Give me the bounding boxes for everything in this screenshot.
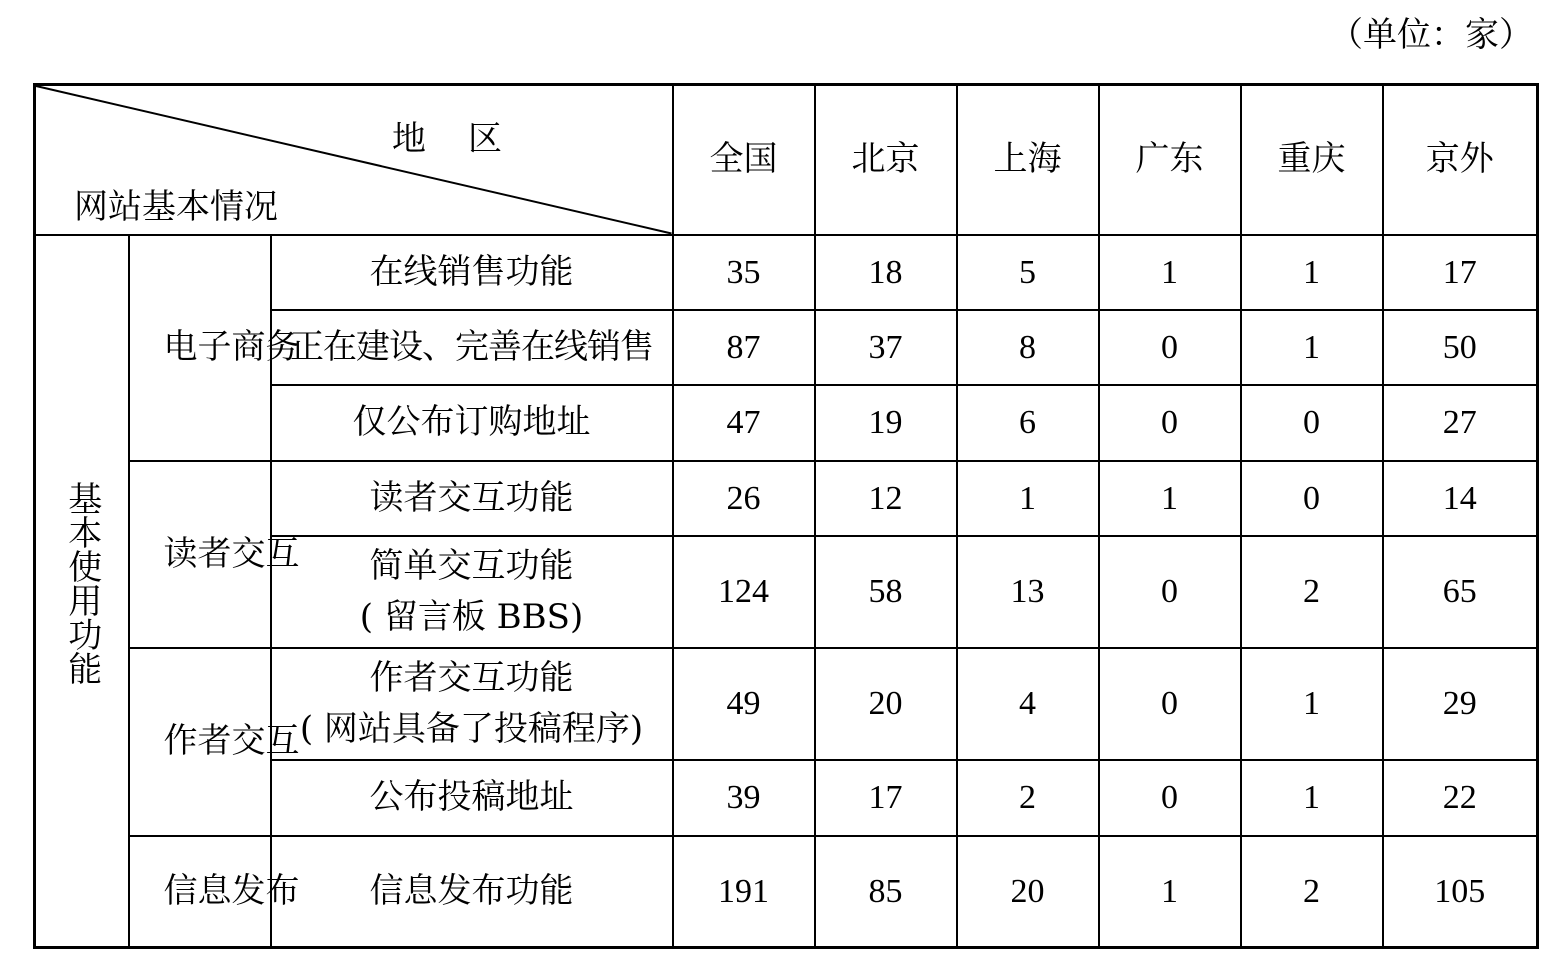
value-cell: 1 [1241, 310, 1383, 385]
category-cell [129, 648, 300, 836]
category-label: 读者交互 [163, 533, 300, 574]
column-header: 京外 [1383, 85, 1538, 235]
value-cell: 124 [673, 536, 815, 648]
value-cell: 1 [1241, 760, 1383, 836]
value-cell: 1 [1241, 235, 1383, 310]
feature-cell: 在线销售功能 [271, 235, 673, 310]
group-label: 基本使用功能 [61, 481, 102, 686]
unit-label: （单位：家） [1329, 15, 1533, 55]
value-cell: 191 [673, 836, 815, 948]
value-cell: 1 [1099, 461, 1241, 536]
value-cell: 49 [673, 648, 815, 760]
table-row [35, 235, 1538, 310]
category-cell [129, 235, 300, 461]
value-cell: 19 [815, 385, 957, 461]
feature-cell [271, 536, 673, 648]
feature-title: 作者交互功能 [369, 657, 574, 698]
value-cell: 20 [957, 836, 1099, 948]
table-row [35, 461, 1538, 536]
value-cell: 17 [815, 760, 957, 836]
table-row [35, 648, 1538, 760]
region-label: 地区 [392, 119, 544, 159]
column-header: 广东 [1099, 85, 1241, 235]
value-cell: 20 [815, 648, 957, 760]
value-cell: 6 [957, 385, 1099, 461]
value-cell: 0 [1099, 536, 1241, 648]
feature-cell: 正在建设、完善在线销售 [271, 310, 673, 385]
diagonal-header-cell [35, 85, 673, 235]
category-label: 电子商务 [163, 327, 300, 367]
value-cell: 1 [957, 461, 1099, 536]
value-cell: 39 [673, 760, 815, 836]
value-cell: 37 [815, 310, 957, 385]
group-label-cell [35, 235, 129, 948]
feature-cell: 信息发布功能 [271, 836, 673, 948]
value-cell: 0 [1099, 385, 1241, 461]
header-row [35, 85, 1538, 235]
column-header: 北京 [815, 85, 957, 235]
value-cell: 5 [957, 235, 1099, 310]
value-cell: 0 [1241, 461, 1383, 536]
category-cell [129, 836, 300, 948]
value-cell: 85 [815, 836, 957, 948]
category-label: 信息发布 [163, 870, 300, 911]
value-cell: 58 [815, 536, 957, 648]
feature-cell [271, 648, 673, 760]
feature-cell: 仅公布订购地址 [271, 385, 673, 461]
value-cell: 13 [957, 536, 1099, 648]
value-cell: 50 [1383, 310, 1538, 385]
category-label: 作者交互 [163, 721, 300, 761]
value-cell: 27 [1383, 385, 1538, 461]
value-cell: 35 [673, 235, 815, 310]
value-cell: 2 [957, 760, 1099, 836]
row-header-label: 网站基本情况 [74, 187, 278, 227]
value-cell: 26 [673, 461, 815, 536]
value-cell: 65 [1383, 536, 1538, 648]
value-cell: 22 [1383, 760, 1538, 836]
feature-cell: 读者交互功能 [271, 461, 673, 536]
value-cell: 2 [1241, 536, 1383, 648]
column-header: 上海 [957, 85, 1099, 235]
value-cell: 18 [815, 235, 957, 310]
feature-title: 简单交互功能 [369, 545, 574, 586]
value-cell: 105 [1383, 836, 1538, 948]
feature-note: ( 网站具备了投稿程序) [299, 708, 644, 749]
value-cell: 1 [1099, 235, 1241, 310]
value-cell: 12 [815, 461, 957, 536]
value-cell: 2 [1241, 836, 1383, 948]
value-cell: 29 [1383, 648, 1538, 760]
value-cell: 0 [1099, 648, 1241, 760]
value-cell: 47 [673, 385, 815, 461]
website-function-table [33, 83, 1539, 949]
table-row [35, 836, 1538, 948]
value-cell: 17 [1383, 235, 1538, 310]
value-cell: 1 [1241, 648, 1383, 760]
value-cell: 4 [957, 648, 1099, 760]
category-cell [129, 461, 300, 648]
value-cell: 14 [1383, 461, 1538, 536]
feature-note: ( 留言板 BBS) [359, 596, 584, 637]
value-cell: 1 [1099, 836, 1241, 948]
value-cell: 0 [1241, 385, 1383, 461]
column-header: 全国 [673, 85, 815, 235]
value-cell: 8 [957, 310, 1099, 385]
value-cell: 87 [673, 310, 815, 385]
value-cell: 0 [1099, 310, 1241, 385]
feature-cell: 公布投稿地址 [271, 760, 673, 836]
value-cell: 0 [1099, 760, 1241, 836]
column-header: 重庆 [1241, 85, 1383, 235]
